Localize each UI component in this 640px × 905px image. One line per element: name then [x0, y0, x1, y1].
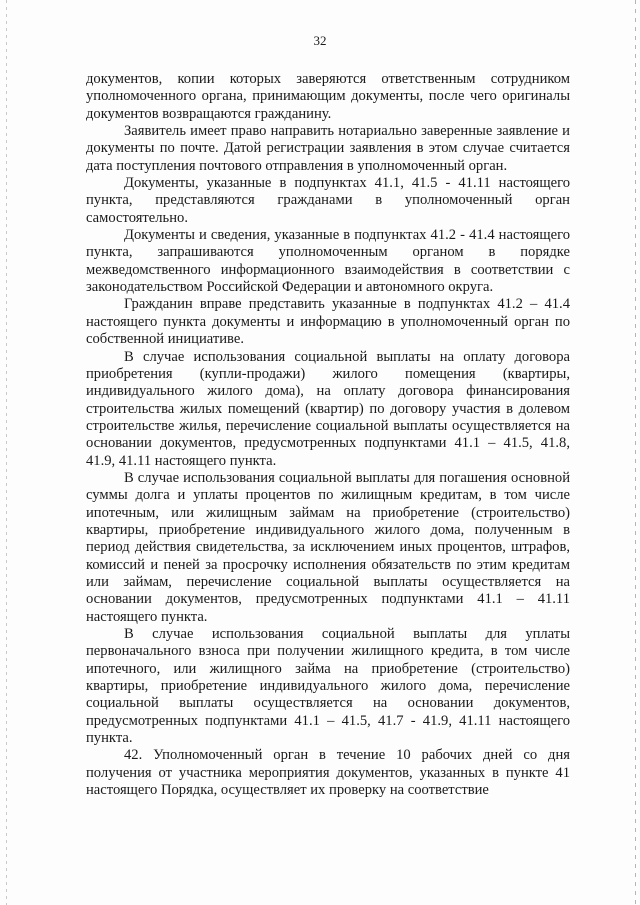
document-body	[86, 71, 570, 799]
paragraph-own-initiative: Гражданин вправе представить указанные в подпунктах 41.2 – 41.4 настоящего пункта документы и информацию в уполномоченный орган по собственной инициативе.	[86, 296, 570, 348]
paragraph-down-payment: В случае использования социальной выплаты для уплаты первоначального взноса при получении жилищного кредита, в том числе ипотечного, или жилищного займа на приобретение (строительство) квартиры, приобретение индивидуального жилого дома, перечисление социальной выплаты осуществляется на основании документов, предусмотренных подпунктами 41.1 – 41.5, 41.7 - 41.9, 41.11 настоящего пункта.	[86, 626, 570, 747]
page-left-edge	[6, 0, 7, 905]
paragraph-loan-repayment: В случае использования социальной выплаты для погашения основной суммы долга и уплаты процентов по жилищным кредитам, в том числе ипотечным, или жилищным займам на приобретение (строительство) квартиры, приобретение индивидуального жилого дома, полученным в период действия свидетельства, за исключением иных процентов, штрафов, комиссий и пеней за просрочку исполнения обязательств по этим кредитам или займам, перечисление социальной выплаты осуществляется на основании документов, предусмотренных подпунктами 41.1 – 41.11 настоящего пункта.	[86, 469, 570, 625]
paragraph-mail-submission: Заявитель имеет право направить нотариально заверенные заявление и документы по почте. Датой регистрации заявления в этом случае считается дата поступления почтового отправления в уполномоченный орган.	[86, 123, 570, 174]
paragraph-item-42: 42. Уполномоченный орган в течение 10 рабочих дней со дня получения от участника мероприятия документов, указанных в пункте 41 настоящего Порядка, осуществляет их проверку на соответствие	[86, 747, 570, 799]
paragraph-self-submitted-documents: Документы, указанные в подпунктах 41.1, 41.5 - 41.11 настоящего пункта, представляются гражданами в уполномоченный орган самостоятельно.	[86, 175, 570, 226]
paragraph-interagency-requests: Документы и сведения, указанные в подпунктах 41.2 - 41.4 настоящего пункта, запрашиваются уполномоченным органом в порядке межведомственного информационного взаимодействия в соответствии с законодательством Российской Федерации и автономного округа.	[86, 227, 570, 296]
page-number: 32	[313, 33, 327, 48]
page-right-edge	[635, 0, 636, 905]
paragraph-continuation: документов, копии которых заверяются ответственным сотрудником уполномоченного органа, принимающим документы, после чего оригиналы документов возвращаются гражданину.	[86, 71, 570, 122]
paragraph-purchase-payment: В случае использования социальной выплаты на оплату договора приобретения (купли-продажи) жилого помещения (квартиры, индивидуального жилого дома), на оплату договора финансирования строительства жилых помещений (квартир) по договору участия в долевом строительстве жилья, перечисление социальной выплаты осуществляется на основании документов, предусмотренных подпунктами 41.1 – 41.5, 41.8, 41.9, 41.11 настоящего пункта.	[86, 348, 570, 469]
